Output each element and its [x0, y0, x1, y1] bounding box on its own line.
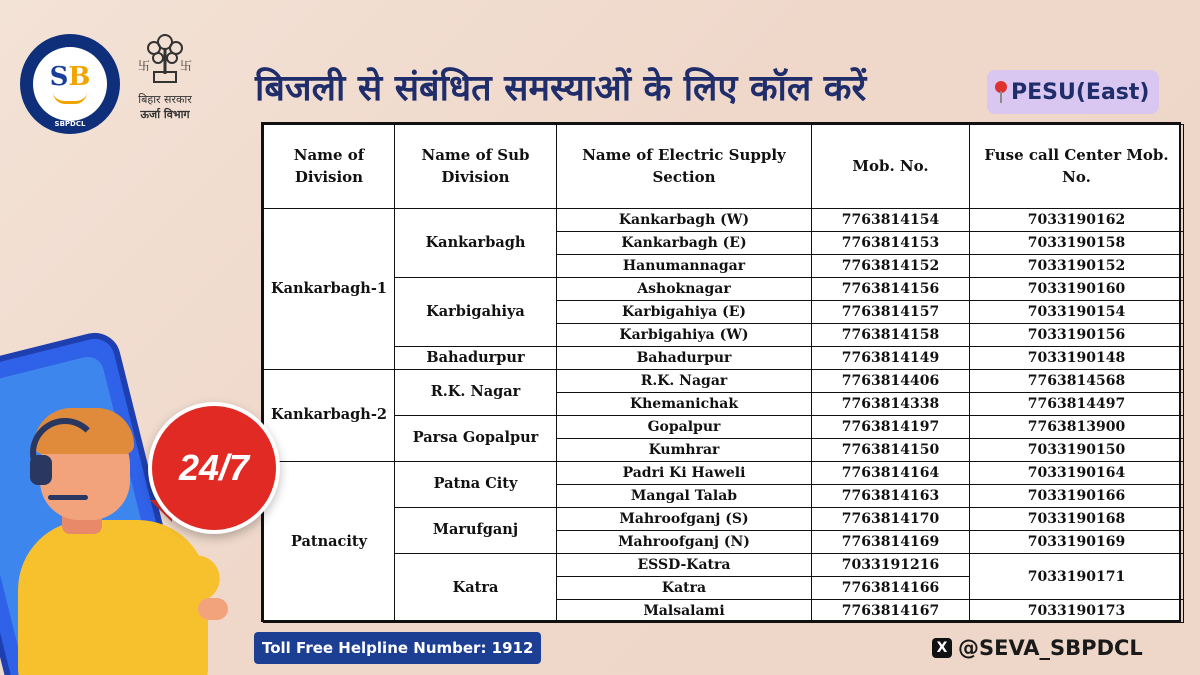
table-row — [264, 370, 1184, 393]
location-badge — [987, 70, 1159, 114]
table-row — [264, 462, 1184, 485]
sub-division-cell: Karbigahiya — [395, 278, 557, 347]
sub-division-cell: Katra — [395, 554, 557, 623]
mob-cell: 7763814157 — [812, 301, 970, 324]
fuse-cell: 7033190148 — [970, 347, 1184, 370]
logo-smile — [53, 92, 87, 104]
bodhi-tree-emblem-icon — [132, 28, 198, 88]
fuse-cell: 7033190156 — [970, 324, 1184, 347]
section-cell: Kankarbagh (E) — [557, 232, 812, 255]
section-cell: Bahadurpur — [557, 347, 812, 370]
table-row — [264, 554, 1184, 577]
sbpdcl-logo-inner — [33, 47, 107, 121]
mob-cell: 7763814152 — [812, 255, 970, 278]
header-section: Name of Electric Supply Section — [557, 125, 812, 209]
mob-cell: 7763814150 — [812, 439, 970, 462]
header-mob: Mob. No. — [812, 125, 970, 209]
headset-mic-icon — [48, 495, 88, 500]
sub-division-cell: Kankarbagh — [395, 209, 557, 278]
toll-free-helpline: Toll Free Helpline Number: 1912 — [254, 632, 541, 664]
fuse-cell: 7033190150 — [970, 439, 1184, 462]
page-title: बिजली से संबंधित समस्याओं के लिए कॉल करें — [255, 68, 867, 109]
social-handle[interactable] — [932, 636, 1143, 660]
gov-line-2: ऊर्जा विभाग — [140, 108, 190, 121]
sub-division-cell: Bahadurpur — [395, 347, 557, 370]
sub-division-cell: Patna City — [395, 462, 557, 508]
gov-line-1: बिहार सरकार — [138, 93, 192, 106]
section-cell: Karbigahiya (W) — [557, 324, 812, 347]
fuse-cell: 7763814497 — [970, 393, 1184, 416]
section-cell: Malsalami — [557, 600, 812, 623]
sub-division-cell: R.K. Nagar — [395, 370, 557, 416]
section-cell: R.K. Nagar — [557, 370, 812, 393]
fuse-cell: 7033190162 — [970, 209, 1184, 232]
fuse-cell: 7033190152 — [970, 255, 1184, 278]
x-logo-icon: X — [932, 638, 952, 658]
table-row — [264, 508, 1184, 531]
mob-cell: 7763814158 — [812, 324, 970, 347]
fuse-cell: 7033190169 — [970, 531, 1184, 554]
location-badge-label: PESU(East) — [1011, 79, 1150, 105]
division-cell: Patnacity — [264, 462, 395, 623]
fuse-cell: 7033190154 — [970, 301, 1184, 324]
section-cell: Karbigahiya (E) — [557, 301, 812, 324]
contact-table — [261, 122, 1181, 622]
section-cell: Gopalpur — [557, 416, 812, 439]
fuse-cell: 7763814568 — [970, 370, 1184, 393]
section-cell: Kumhrar — [557, 439, 812, 462]
table-row — [264, 347, 1184, 370]
table-row — [264, 209, 1184, 232]
section-cell: Mahroofganj (N) — [557, 531, 812, 554]
header-division: Name of Division — [264, 125, 395, 209]
section-cell: Padri Ki Haweli — [557, 462, 812, 485]
bihar-govt-logo — [132, 28, 198, 122]
section-cell: Hanumannagar — [557, 255, 812, 278]
agent-hand-illustration — [198, 598, 228, 620]
mob-cell: 7763814156 — [812, 278, 970, 301]
logo-ring-text: SBPDCL — [54, 120, 86, 128]
logo-letter-s: S — [49, 62, 69, 92]
fuse-cell: 7033190160 — [970, 278, 1184, 301]
mob-cell: 7763814406 — [812, 370, 970, 393]
section-cell: Kankarbagh (W) — [557, 209, 812, 232]
fuse-cell: 7033190171 — [970, 554, 1184, 600]
sbpdcl-logo — [20, 34, 120, 134]
mob-cell: 7763814153 — [812, 232, 970, 255]
section-cell: Mahroofganj (S) — [557, 508, 812, 531]
mob-cell: 7763814154 — [812, 209, 970, 232]
mob-cell: 7763814166 — [812, 577, 970, 600]
fuse-cell: 7033190158 — [970, 232, 1184, 255]
mob-cell: 7033191216 — [812, 554, 970, 577]
division-cell: Kankarbagh-2 — [264, 370, 395, 462]
mob-cell: 7763814197 — [812, 416, 970, 439]
mob-cell: 7763814149 — [812, 347, 970, 370]
mob-cell: 7763814163 — [812, 485, 970, 508]
sbpdcl-logo-letters — [50, 64, 91, 90]
section-cell: ESSD-Katra — [557, 554, 812, 577]
table-row — [264, 278, 1184, 301]
division-cell: Kankarbagh-1 — [264, 209, 395, 370]
section-cell: Mangal Talab — [557, 485, 812, 508]
section-cell: Ashoknagar — [557, 278, 812, 301]
logo-letter-b: B — [68, 62, 91, 92]
header-sub-division: Name of Sub Division — [395, 125, 557, 209]
table-header-row — [264, 125, 1184, 209]
mob-cell: 7763814167 — [812, 600, 970, 623]
section-cell: Khemanichak — [557, 393, 812, 416]
fuse-cell: 7033190173 — [970, 600, 1184, 623]
fuse-cell: 7763813900 — [970, 416, 1184, 439]
table-row — [264, 416, 1184, 439]
sub-division-cell: Parsa Gopalpur — [395, 416, 557, 462]
fuse-cell: 7033190164 — [970, 462, 1184, 485]
fuse-cell: 7033190166 — [970, 485, 1184, 508]
mob-cell: 7763814169 — [812, 531, 970, 554]
section-cell: Katra — [557, 577, 812, 600]
header-fuse: Fuse call Center Mob. No. — [970, 125, 1184, 209]
mob-cell: 7763814164 — [812, 462, 970, 485]
svg-text:卐: 卐 — [138, 59, 151, 73]
svg-text:卐: 卐 — [180, 59, 193, 73]
headset-earcup-icon — [30, 455, 52, 485]
mob-cell: 7763814170 — [812, 508, 970, 531]
mob-cell: 7763814338 — [812, 393, 970, 416]
sub-division-cell: Marufganj — [395, 508, 557, 554]
social-handle-text: @SEVA_SBPDCL — [958, 636, 1143, 660]
map-pin-icon — [993, 79, 1009, 105]
fuse-cell: 7033190168 — [970, 508, 1184, 531]
availability-bubble: 24/7 — [148, 402, 280, 534]
contact-table-grid — [263, 124, 1184, 623]
